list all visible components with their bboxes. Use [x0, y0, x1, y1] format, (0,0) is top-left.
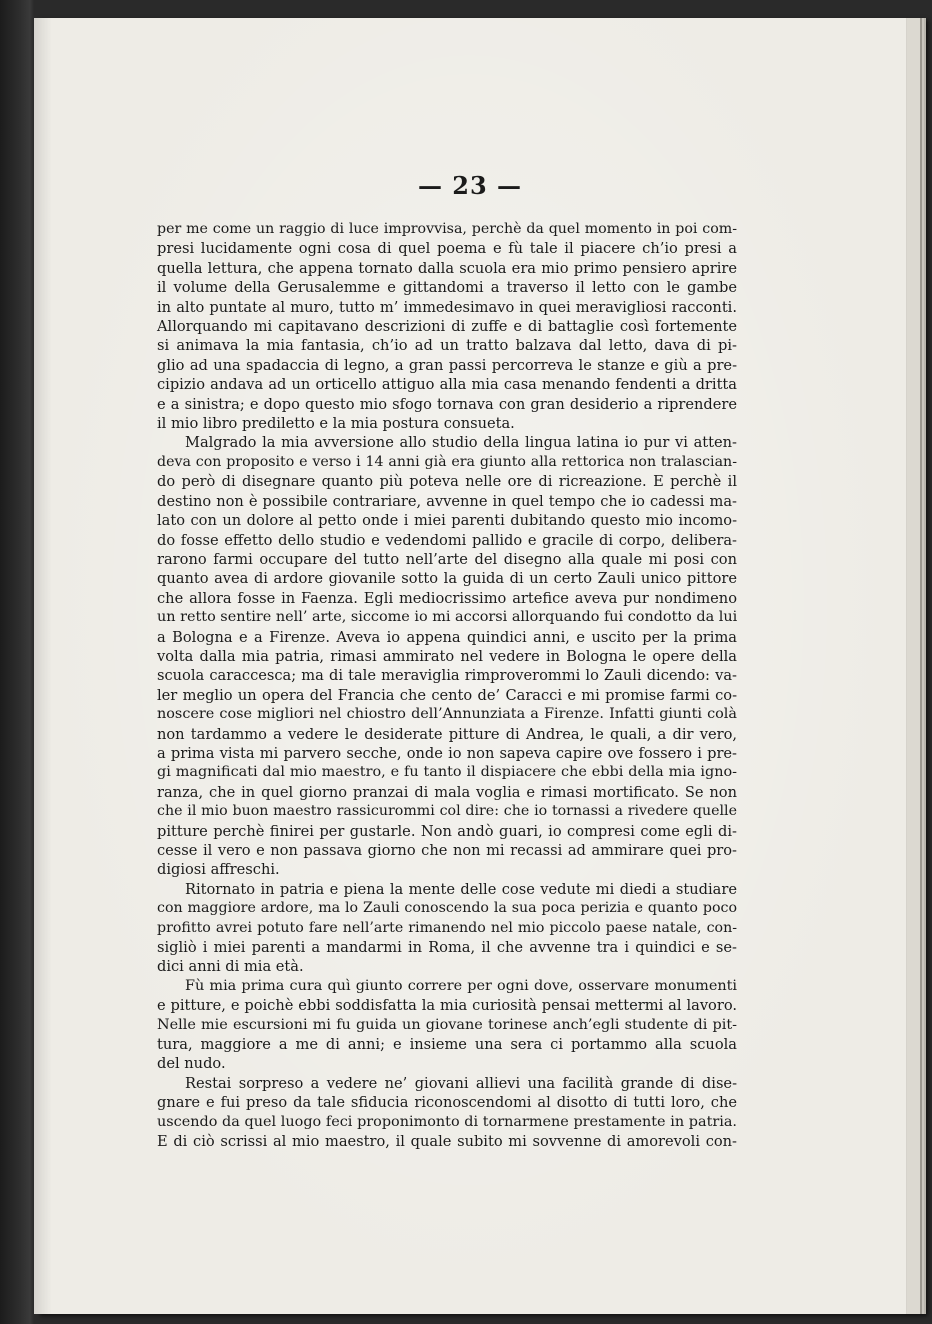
text-line: e a sinistra; e dopo questo mio sfogo tornava con gran desiderio a riprendere — [157, 395, 737, 413]
text-line: ler meglio un opera del Francia che cento de’ Caracci e mi promise farmi co- — [157, 686, 737, 704]
text-line: del nudo. — [157, 1055, 226, 1073]
text-line: ranza, che in quel giorno pranzai di mala voglia e rimasi mortificato. Se non — [157, 783, 737, 801]
text-line: a Bologna e a Firenze. Aveva io appena quindici anni, e uscito per la prima — [157, 628, 737, 646]
text-line: quanto avea di ardore giovanile sotto la guida di un certo Zauli unico pittore — [157, 570, 737, 588]
text-line: che il mio buon maestro rassicurommi col dire: che io tornassi a rivedere quelle — [157, 803, 737, 820]
body-text — [157, 220, 737, 1152]
text-line: glio ad una spadaccia di legno, a gran passi percorreva le stanze e giù a pre- — [157, 356, 737, 374]
text-line: rarono farmi occupare del tutto nell’arte del disegno alla quale mi posi con — [157, 550, 737, 568]
text-line: Allorquando mi capitavano descrizioni di zuffe e di battaglie così fortemente — [157, 318, 737, 336]
text-line: cipizio andava ad un orticello attiguo alla mia casa menando fendenti a dritta — [157, 376, 737, 394]
text-line: profitto avrei potuto fare nell’arte rimanendo nel mio piccolo paese natale, con- — [157, 919, 737, 936]
text-line: Fù mia prima cura quì giunto correre per ogni dove, osservare monumenti — [185, 977, 737, 994]
text-line: non tardammo a vedere le desiderate pitture di Andrea, le quali, a dir vero, — [157, 725, 737, 743]
text-line: tura, maggiore a me di anni; e insieme una sera ci portammo alla scuola — [157, 1036, 737, 1054]
text-line: il mio libro prediletto e la mia postura consueta. — [157, 415, 515, 433]
text-line: destino non è possibile contrariare, avvenne in quel tempo che io cadessi ma- — [157, 492, 737, 510]
text-line: un retto sentire nell’ arte, siccome io mi accorsi allorquando fui condotto da lui — [157, 609, 738, 626]
text-line: Nelle mie escursioni mi fu guida un giovane torinese anch’egli studente di pit- — [157, 1016, 737, 1033]
text-line: lato con un dolore al petto onde i miei parenti dubitando questo mio incomo- — [157, 512, 737, 530]
text-line: quella lettura, che appena tornato dalla scuola era mio primo pensiero aprire — [157, 259, 737, 277]
text-line: pitture perchè finirei per gustarle. Non andò guari, io compresi come egli di- — [157, 822, 737, 840]
text-line: dici anni di mia età. — [157, 958, 304, 976]
book-page — [34, 18, 906, 1314]
text-line: e pitture, e poichè ebbi soddisfatta la mia curiosità pensai mettermi al lavoro. — [157, 997, 737, 1015]
text-line: a prima vista mi parvero secche, onde io non sapeva capire ove fossero i pre- — [157, 744, 737, 762]
text-line: gnare e fui preso da tale sfiducia riconoscendomi al disotto di tutti loro, che — [157, 1094, 737, 1112]
text-line: noscere cose migliori nel chiostro dell’Annunziata a Firenze. Infatti giunti colà — [157, 706, 737, 723]
text-line: cesse il vero e non passava giorno che non mi recassi ad ammirare quei pro- — [157, 842, 737, 859]
text-line: Restai sorpreso a vedere ne’ giovani allievi una facilità grande di dise- — [185, 1074, 737, 1092]
text-line: il volume della Gerusalemme e gittandomi a traverso il letto con le gambe — [157, 279, 737, 297]
page-number: — 23 — — [417, 171, 523, 200]
text-line: per me come un raggio di luce improvvisa, perchè da quel momento in poi com- — [157, 221, 737, 237]
text-line: gi magnificati dal mio maestro, e fu tanto il dispiacere che ebbi della mia igno- — [157, 764, 737, 781]
text-line: Malgrado la mia avversione allo studio della lingua latina io pur vi atten- — [185, 434, 737, 452]
text-line: si animava la mia fantasia, ch’io ad un tratto balzava dal letto, dava di pi- — [157, 337, 737, 355]
text-line: do però di disegnare quanto più poteva nelle ore di ricreazione. E perchè il — [157, 473, 737, 491]
text-line: do fosse effetto dello studio e vedendomi pallido e gracile di corpo, delibera- — [157, 531, 737, 549]
text-line: Ritornato in patria e piena la mente delle cose vedute mi diedi a studiare — [185, 880, 737, 898]
text-line: deva con proposito e verso i 14 anni già era giunto alla rettorica non tralascian- — [157, 453, 737, 470]
text-line: sigliò i miei parenti a mandarmi in Roma, il che avvenne tra i quindici e se- — [157, 939, 737, 957]
text-line: E di ciò scrissi al mio maestro, il quale subito mi sovvenne di amorevoli con- — [157, 1133, 737, 1151]
text-line: in alto puntate al muro, tutto m’ immedesimavo in quei meravigliosi racconti. — [157, 298, 737, 316]
text-line: scuola caraccesca; ma di tale meraviglia rimproverommi lo Zauli dicendo: va- — [157, 667, 737, 685]
text-line: presi lucidamente ogni cosa di quel poema e fù tale il piacere ch’io presi a — [157, 240, 737, 258]
text-line: digiosi affreschi. — [157, 861, 280, 879]
text-line: uscendo da quel luogo feci proponimonto di tornarmene prestamente in patria. — [157, 1113, 737, 1130]
text-line: volta dalla mia patria, rimasi ammirato nel vedere in Bologna le opere della — [157, 647, 737, 665]
text-line: che allora fosse in Faenza. Egli mediocrissimo artefice aveva pur nondimeno — [157, 589, 737, 607]
text-line: con maggiore ardore, ma lo Zauli conoscendo la sua poca perizia e quanto poco — [157, 900, 737, 917]
